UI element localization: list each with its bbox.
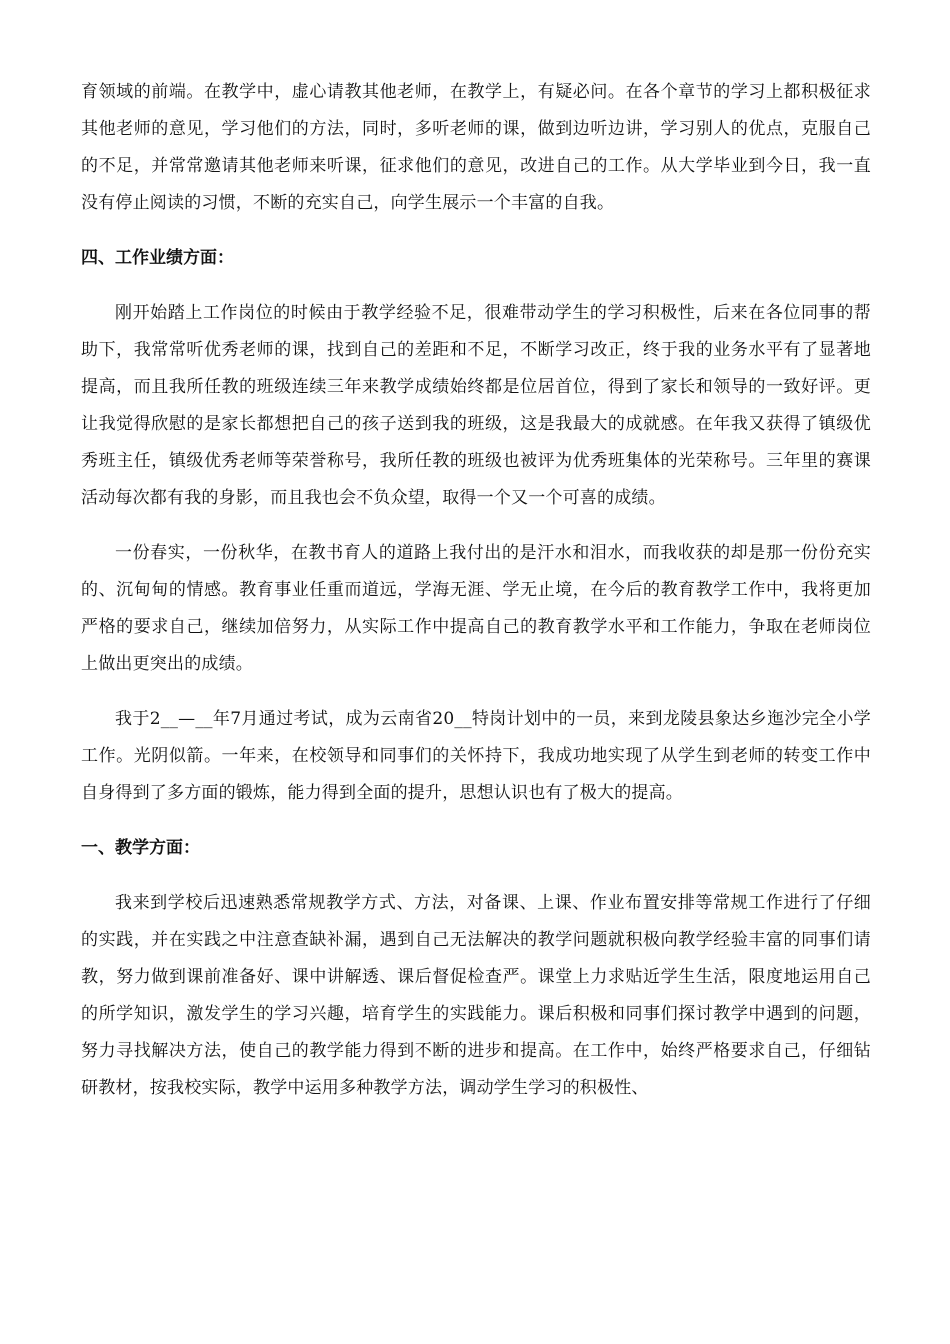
paragraph-continuation: 育领域的前端。在教学中，虚心请教其他老师，在教学上，有疑必问。在各个章节的学习上都积极征求其他老师的意见，学习他们的方法，同时，多听老师的课，做到边听边讲，学习别人的优点，克服自己的不足，并常常邀请其他老师来听课，征求他们的意见，改进自己的工作。从大学毕业到今日，我一直没有停止阅读的习惯，不断的充实自己，向学生展示一个丰富的自我。 [81, 82, 871, 213]
paragraph-summary: 一份春实，一份秋华，在教书育人的道路上我付出的是汗水和泪水，而我收获的却是那一份份充实的、沉甸甸的情感。教育事业任重而道远，学海无涯、学无止境，在今后的教育教学工作中，我将更加严格的要求自己，继续加倍努力，从实际工作中提高自己的教育教学水平和工作能力，争取在老师岗位上做出更突出的成绩。 [81, 543, 871, 674]
paragraph-work-performance: 刚开始踏上工作岗位的时候由于教学经验不足，很难带动学生的学习积极性，后来在各位同事的帮助下，我常常听优秀老师的课，找到自己的差距和不足，不断学习改正，终于我的业务水平有了显著地提高，而且我所任教的班级连续三年来教学成绩始终都是位居首位，得到了家长和领导的一致好评。更让我觉得欣慰的是家长都想把自己的孩子送到我的班级，这是我最大的成就感。在年我又获得了镇级优秀班主任，镇级优秀老师等荣誉称号，我所任教的班级也被评为优秀班集体的光荣称号。三年里的赛课活动每次都有我的身影，而且我也会不负众望，取得一个又一个可喜的成绩。 [81, 303, 871, 508]
paragraph-teaching: 我来到学校后迅速熟悉常规教学方式、方法，对备课、上课、作业布置安排等常规工作进行了仔细的实践，并在实践之中注意查缺补漏，遇到自己无法解决的教学问题就积极向教学经验丰富的同事们请教，努力做到课前准备好、课中讲解透、课后督促检查严。课堂上力求贴近学生生活，限度地运用自己的所学知识，激发学生的学习兴趣，培育学生的实践能力。课后积极和同事们探讨教学中遇到的问题，努力寻找解决方法，使自己的教学能力得到不断的进步和提高。在工作中，始终严格要求自己，仔细钻研教材，按我校实际，教学中运用多种教学方法，调动学生学习的积极性、 [81, 893, 871, 1098]
document-page [81, 74, 871, 1107]
paragraph-introduction: 我于2__—__年7月通过考试，成为云南省20__特岗计划中的一员，来到龙陵县象达乡迤沙完全小学工作。光阴似箭。一年来，在校领导和同事们的关怀持下，我成功地实现了从学生到老师的转变工作中自身得到了多方面的锻炼，能力得到全面的提升，思想认识也有了极大的提高。 [81, 709, 871, 803]
section-heading-teaching: 一、教学方面： [81, 838, 200, 858]
section-heading-work-performance: 四、工作业绩方面： [81, 248, 234, 268]
